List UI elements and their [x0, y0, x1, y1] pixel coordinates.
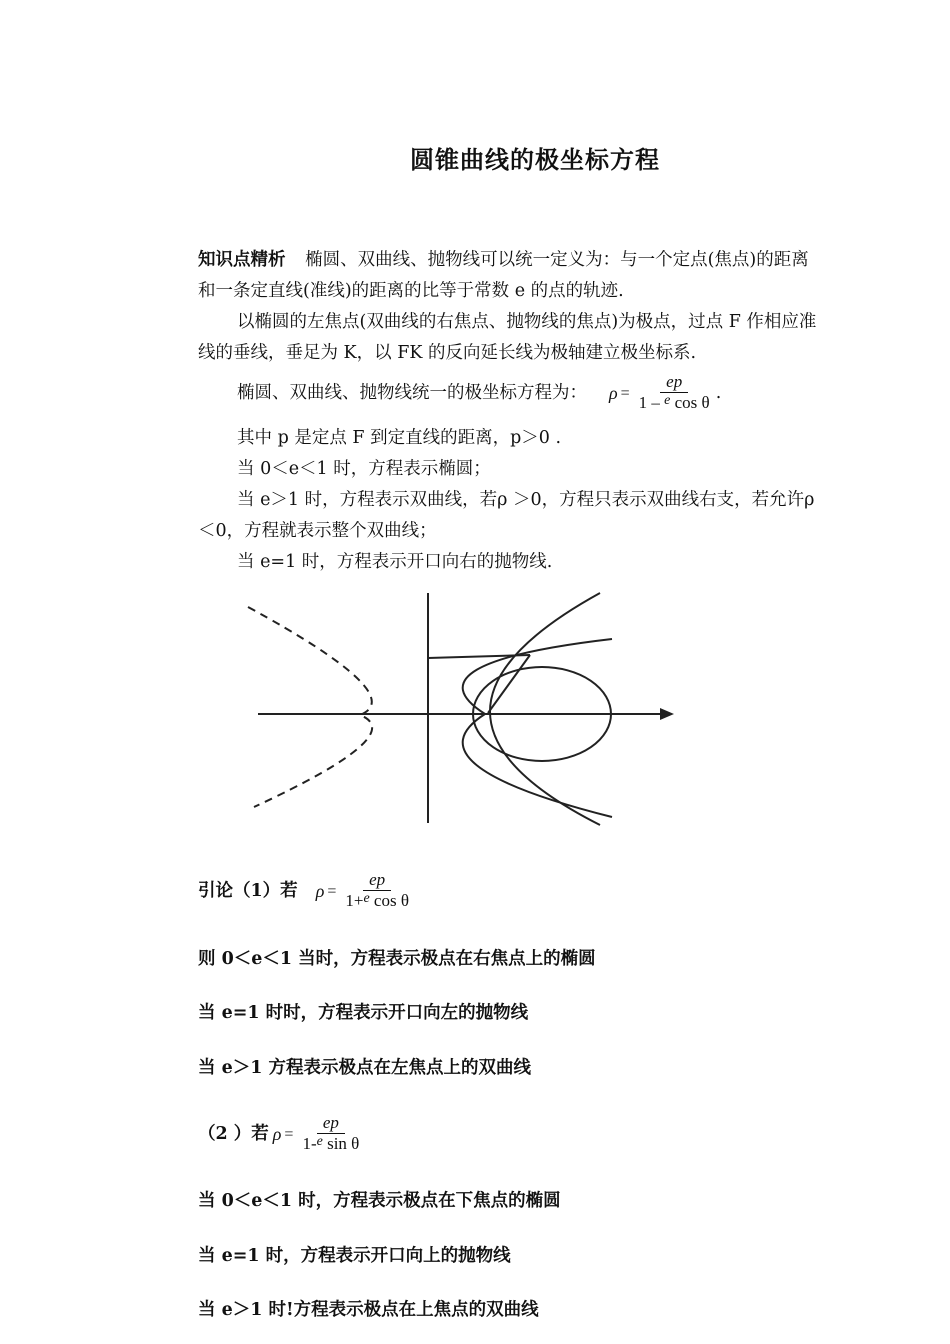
- intro-text-2: 和一条定直线(准线)的距离的比等于常数 e 的点的轨迹.: [198, 281, 624, 301]
- rho-symbol: ρ: [315, 881, 325, 901]
- intro-line-1: [198, 245, 809, 276]
- hyperbola-left-branch: [248, 607, 372, 807]
- corollary-1-label: 引论（1）若: [198, 881, 298, 901]
- equals-sign: =: [620, 385, 630, 402]
- rho-symbol: ρ: [272, 1124, 282, 1144]
- intro-text-3: 以椭圆的左焦点(双曲线的右焦点、抛物线的焦点)为极点，过点 F 作相应准: [237, 312, 817, 332]
- fraction-numerator: ep: [660, 372, 688, 393]
- fraction-numerator: ep: [317, 1113, 345, 1134]
- corollary-1-case-3: 当 e＞1 方程表示极点在左焦点上的双曲线: [198, 1058, 531, 1078]
- corollary-2-formula: [273, 1113, 366, 1156]
- equals-sign: =: [327, 883, 337, 900]
- den-e: e: [664, 393, 671, 408]
- intro-text-8: 当 e＞1 时，方程表示双曲线，若ρ ＞0，方程只表示双曲线右支，若允许ρ: [237, 490, 815, 510]
- intro-text-9: ＜0，方程就表示整个双曲线；: [198, 521, 437, 541]
- conic-sections-diagram: [240, 585, 690, 830]
- section-label: 知识点精析: [198, 250, 286, 270]
- fraction-denominator: [298, 1134, 363, 1156]
- den-prefix: 1 –: [638, 393, 665, 412]
- parabola: [490, 593, 600, 825]
- fraction: [341, 870, 413, 913]
- equals-sign: =: [284, 1126, 294, 1143]
- fraction-denominator: [635, 393, 714, 415]
- page-title: 圆锥曲线的极坐标方程: [410, 145, 660, 174]
- intro-text-5: 椭圆、双曲线、抛物线统一的极坐标方程为：: [237, 383, 587, 403]
- main-formula: [609, 372, 721, 415]
- corollary-1-case-2: 当 e=1 时时，方程表示开口向左的抛物线: [198, 1003, 529, 1023]
- den-e: e: [316, 1134, 323, 1149]
- intro-text-4: 线的垂线，垂足为 K，以 FK 的反向延长线为极轴建立极坐标系.: [198, 343, 697, 363]
- corollary-1-heading: [198, 870, 415, 913]
- fraction-denominator: [341, 891, 413, 913]
- rho-symbol: ρ: [609, 383, 618, 403]
- den-prefix: 1-: [302, 1134, 317, 1153]
- axis-arrow: [660, 708, 674, 720]
- intro-text-7: 当 0＜e＜1 时，方程表示椭圆；: [237, 459, 491, 479]
- fraction: [635, 372, 714, 415]
- formula-period: .: [715, 383, 722, 403]
- den-suffix: sin θ: [322, 1134, 360, 1153]
- den-e: e: [363, 891, 370, 906]
- corollary-2-case-3: 当 e＞1 时!方程表示极点在上焦点的双曲线: [198, 1300, 539, 1320]
- den-suffix: cos θ: [670, 393, 710, 412]
- corollary-2-case-1: 当 0＜e＜1 时，方程表示极点在下焦点的椭圆: [198, 1191, 561, 1211]
- unified-equation-line: [237, 372, 721, 415]
- corollary-1-case-1: 则 0＜e＜1 当时，方程表示极点在右焦点上的椭圆: [198, 949, 596, 969]
- corollary-2-case-2: 当 e=1 时，方程表示开口向上的抛物线: [198, 1246, 511, 1266]
- fraction-numerator: ep: [363, 870, 391, 891]
- den-prefix: 1+: [345, 891, 364, 910]
- intro-text-10: 当 e=1 时，方程表示开口向右的抛物线.: [237, 552, 553, 572]
- intro-text-1: 椭圆、双曲线、抛物线可以统一定义为：与一个定点(焦点)的距离: [305, 250, 809, 270]
- den-suffix: cos θ: [369, 891, 409, 910]
- intro-text-6: 其中 p 是定点 F 到定直线的距离，p＞0 .: [237, 428, 562, 448]
- hyperbola-right-branch: [463, 639, 612, 817]
- corollary-2-label: （2 ）若: [198, 1124, 269, 1144]
- corollary-2-heading: [198, 1113, 365, 1156]
- corollary-1-formula: [316, 870, 415, 913]
- fraction: [298, 1113, 363, 1156]
